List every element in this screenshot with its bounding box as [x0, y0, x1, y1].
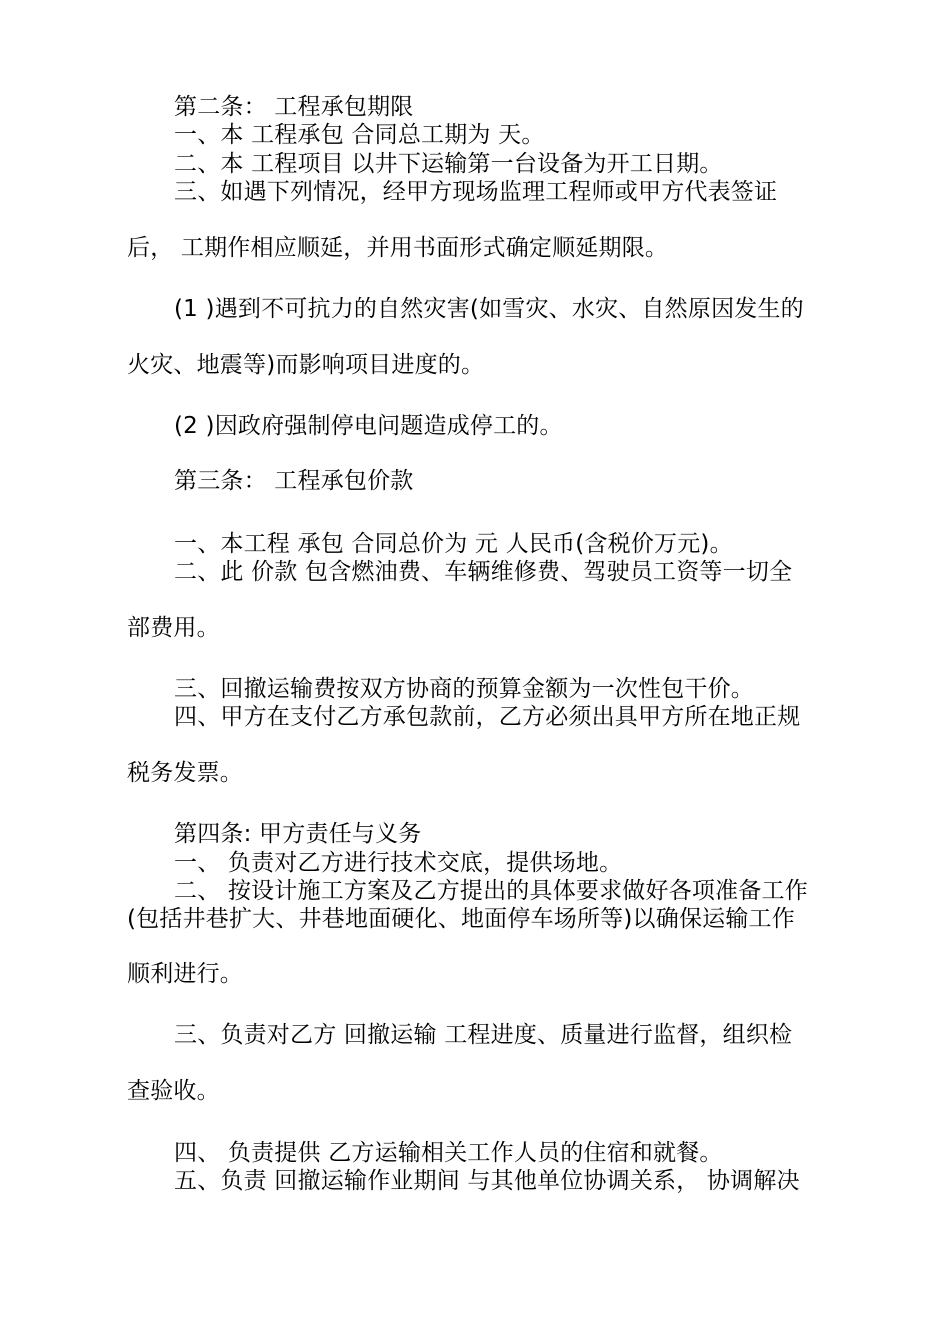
article-3-item-4-cont: 税务发票。	[127, 760, 243, 786]
article-3-item-2-cont: 部费用。	[127, 615, 220, 641]
article-2-heading: 第二条： 工程承包期限	[174, 94, 414, 120]
article-2-item-3: 三、如遇下列情况，经甲方现场监理工程师或甲方代表签证	[174, 179, 778, 205]
article-4-item-2: 二、 按设计施工方案及乙方提出的具体要求做好各项准备工作	[174, 878, 808, 904]
article-4-heading: 第四条: 甲方责任与义务	[174, 821, 422, 847]
article-4-item-2-end: 顺利进行。	[127, 961, 243, 987]
article-3-item-4: 四、甲方在支付乙方承包款前，乙方必须出具甲方所在地正规	[174, 704, 801, 730]
clause-1-cont: 火灾、地震等)而影响项目进度的。	[127, 352, 485, 378]
clause-2: (2 )因政府强制停电问题造成停工的。	[174, 413, 563, 439]
article-4-item-4: 四、 负责提供 乙方运输相关工作人员的住宿和就餐。	[174, 1140, 723, 1166]
article-2-item-3-cont: 后， 工期作相应顺延，并用书面形式确定顺延期限。	[127, 235, 669, 261]
article-4-item-1: 一、 负责对乙方进行技术交底，提供场地。	[174, 850, 623, 876]
article-4-item-5: 五、负责 回撤运输作业期间 与其他单位协调关系， 协调解决	[174, 1168, 800, 1194]
article-3-item-1: 一、本工程 承包 合同总价为 元 人民币(含税价万元)。	[174, 531, 733, 557]
clause-1: (1 )遇到不可抗力的自然灾害(如雪灾、水灾、自然原因发生的	[174, 296, 804, 322]
article-3-heading: 第三条： 工程承包价款	[174, 468, 414, 494]
article-2-item-2: 二、本 工程项目 以井下运输第一台设备为开工日期。	[174, 151, 723, 177]
article-4-item-3: 三、负责对乙方 回撤运输 工程进度、质量进行监督，组织检	[174, 1022, 793, 1048]
article-3-item-3: 三、回撤运输费按双方协商的预算金额为一次性包干价。	[174, 676, 754, 702]
article-4-item-3-cont: 查验收。	[127, 1078, 220, 1104]
article-2-item-1: 一、本 工程承包 合同总工期为 天。	[174, 122, 545, 148]
article-3-item-2: 二、此 价款 包含燃油费、车辆维修费、驾驶员工资等一切全	[174, 559, 793, 585]
article-4-item-2-cont: (包括井巷扩大、井巷地面硬化、地面停车场所等)以确保运输工作	[127, 906, 795, 932]
